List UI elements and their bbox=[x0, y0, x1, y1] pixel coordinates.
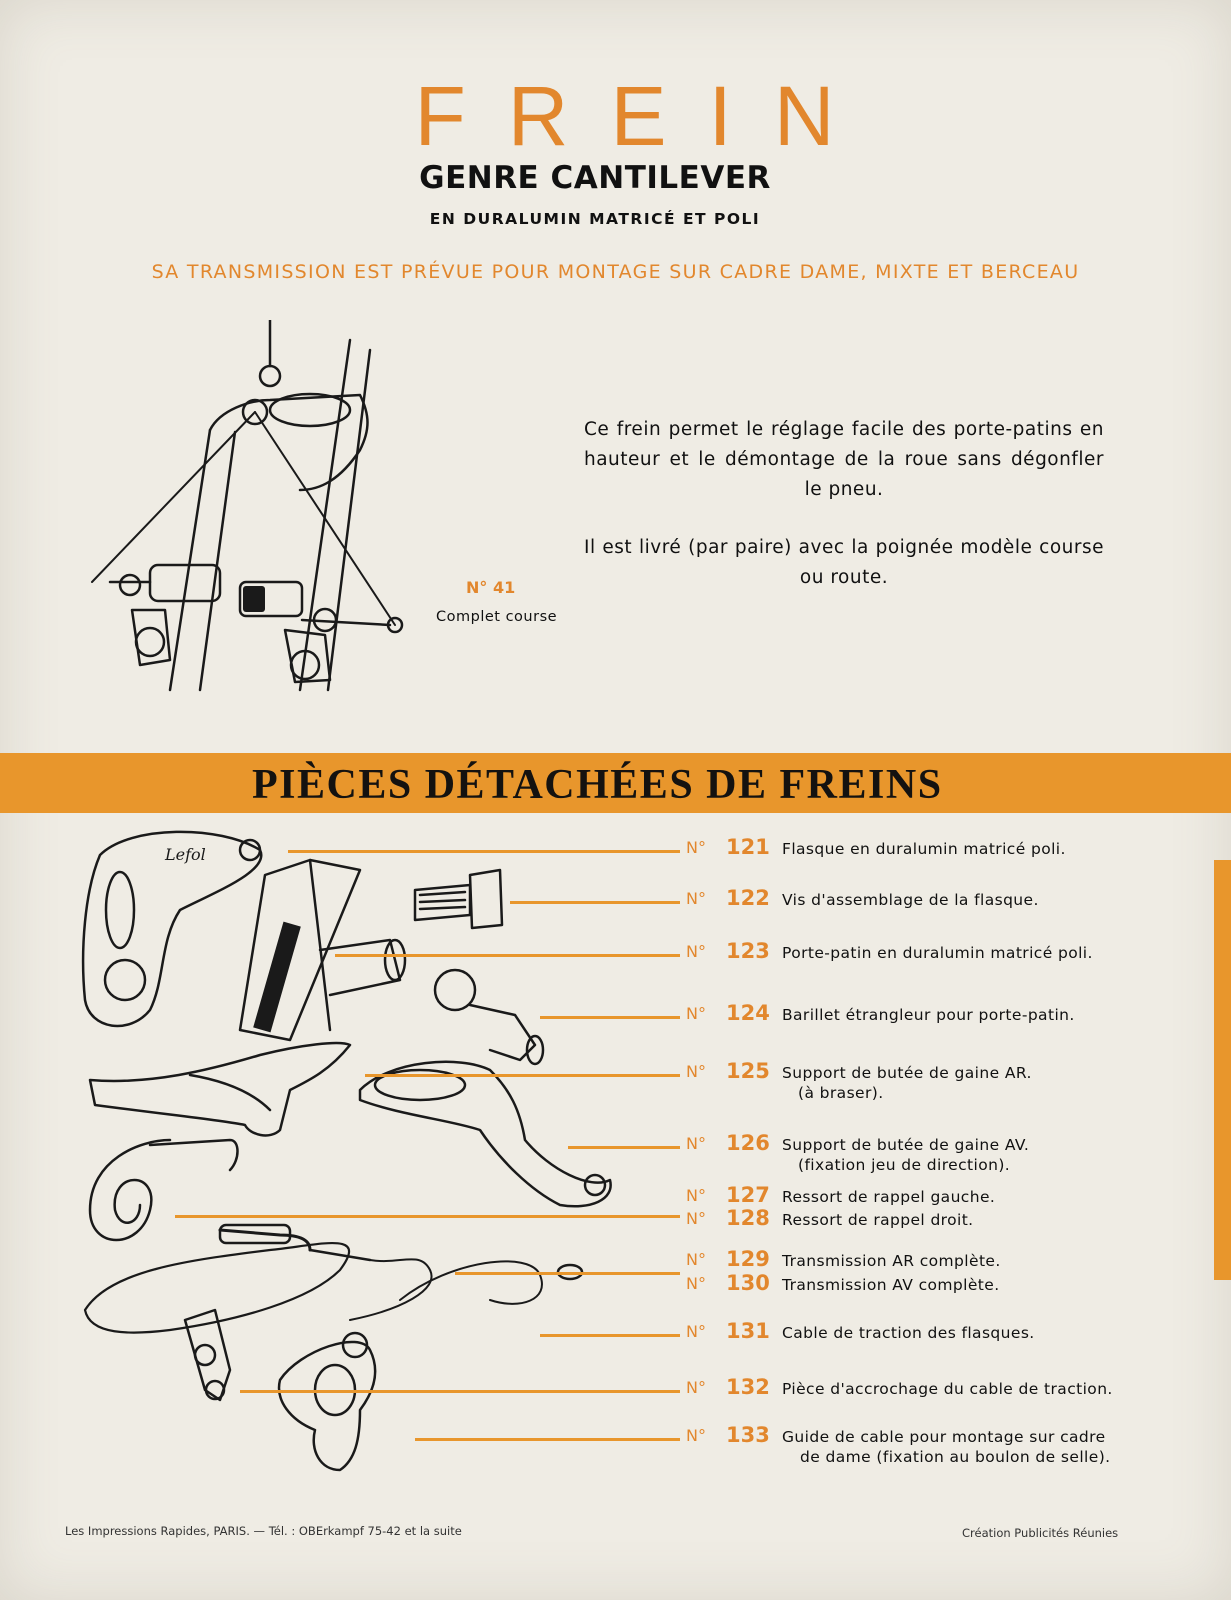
part-number: 124 bbox=[726, 1001, 770, 1025]
leader-line bbox=[540, 1334, 680, 1337]
svg-text:Lefol: Lefol bbox=[165, 845, 206, 864]
part-row-133 bbox=[0, 1423, 1231, 1466]
leader-line bbox=[175, 1215, 680, 1218]
part-description-cont: (à braser). bbox=[798, 1084, 884, 1102]
material-line: EN DURALUMIN MATRICÉ ET POLI bbox=[429, 210, 761, 228]
part-number: 122 bbox=[726, 886, 770, 910]
part-prefix: N° bbox=[686, 1062, 706, 1081]
leader-line bbox=[415, 1438, 680, 1441]
part-number: 128 bbox=[726, 1206, 770, 1230]
part-number: 132 bbox=[726, 1375, 770, 1399]
part-prefix: N° bbox=[686, 942, 706, 961]
part-description: Cable de traction des flasques. bbox=[782, 1324, 1035, 1342]
part-number: 133 bbox=[726, 1423, 770, 1447]
part-prefix: N° bbox=[686, 1186, 706, 1205]
part-row-124 bbox=[0, 1001, 1231, 1032]
part-description: Ressort de rappel droit. bbox=[782, 1211, 974, 1229]
part-prefix: N° bbox=[686, 1004, 706, 1023]
part-number: 123 bbox=[726, 939, 770, 963]
product-description-2: Il est livré (par paire) avec la poignée modèle course ou route. bbox=[584, 537, 1104, 588]
part-row-122 bbox=[0, 886, 1231, 917]
part-number: 121 bbox=[726, 835, 770, 859]
leader-line bbox=[568, 1146, 680, 1149]
part-number: 131 bbox=[726, 1319, 770, 1343]
part-row-130 bbox=[0, 1271, 1231, 1302]
part-description: Vis d'assemblage de la flasque. bbox=[782, 891, 1039, 909]
part-number: 129 bbox=[726, 1247, 770, 1271]
footer-printer: Les Impressions Rapides, PARIS. — Tél. : OBErkampf 75-42 et la suite bbox=[65, 1524, 462, 1538]
part-row-121 bbox=[0, 835, 1231, 866]
part-row-131 bbox=[0, 1319, 1231, 1350]
leader-line bbox=[365, 1074, 680, 1077]
page-title: FREIN bbox=[414, 69, 877, 163]
leader-line bbox=[335, 954, 680, 957]
part-description: Flasque en duralumin matricé poli. bbox=[782, 840, 1066, 858]
part-prefix: N° bbox=[686, 838, 706, 857]
part-prefix: N° bbox=[686, 889, 706, 908]
part-prefix: N° bbox=[686, 1250, 706, 1269]
parts-illustration bbox=[70, 830, 670, 1510]
part-row-128 bbox=[0, 1206, 1231, 1237]
product-description-1: Ce frein permet le réglage facile des porte-patins en hauteur et le démontage de la roue sans dégonfler le pneu. bbox=[584, 419, 1104, 500]
leader-line bbox=[288, 850, 680, 853]
section-title: PIÈCES DÉTACHÉES DE FREINS bbox=[252, 762, 943, 808]
part-number: 125 bbox=[726, 1059, 770, 1083]
leader-line bbox=[455, 1272, 680, 1275]
leader-line bbox=[540, 1016, 680, 1019]
part-prefix: N° bbox=[686, 1322, 706, 1341]
part-prefix: N° bbox=[686, 1426, 706, 1445]
leader-line bbox=[510, 901, 680, 904]
part-row-123 bbox=[0, 939, 1231, 970]
part-description: Barillet étrangleur pour porte-patin. bbox=[782, 1006, 1075, 1024]
footer-credit: Création Publicités Réunies bbox=[962, 1526, 1119, 1540]
part-description: Pièce d'accrochage du cable de traction. bbox=[782, 1380, 1113, 1398]
product-number: N° 41 bbox=[466, 578, 516, 597]
part-description: Transmission AR complète. bbox=[782, 1252, 1001, 1270]
part-description: Transmission AV complète. bbox=[782, 1276, 1000, 1294]
page-subtitle: GENRE CANTILEVER bbox=[419, 160, 771, 196]
cantilever-brake-illustration bbox=[70, 320, 430, 700]
part-row-132 bbox=[0, 1375, 1231, 1406]
part-number: 130 bbox=[726, 1271, 770, 1295]
product-label: Complet course bbox=[436, 609, 558, 625]
part-prefix: N° bbox=[686, 1134, 706, 1153]
transmission-line: SA TRANSMISSION EST PRÉVUE POUR MONTAGE SUR CADRE DAME, MIXTE ET BERCEAU bbox=[151, 261, 1080, 283]
part-number: 127 bbox=[726, 1183, 770, 1207]
part-description: Support de butée de gaine AV. bbox=[782, 1136, 1030, 1154]
part-description: Ressort de rappel gauche. bbox=[782, 1188, 996, 1206]
part-description: Porte-patin en duralumin matricé poli. bbox=[782, 944, 1093, 962]
part-prefix: N° bbox=[686, 1209, 706, 1228]
part-row-126 bbox=[0, 1131, 1231, 1174]
part-description: Support de butée de gaine AR. bbox=[782, 1064, 1032, 1082]
part-number: 126 bbox=[726, 1131, 770, 1155]
part-prefix: N° bbox=[686, 1378, 706, 1397]
leader-line bbox=[240, 1390, 680, 1393]
part-row-125 bbox=[0, 1059, 1231, 1102]
part-description: Guide de cable pour montage sur cadre bbox=[782, 1428, 1106, 1446]
part-description-cont: (fixation jeu de direction). bbox=[798, 1156, 1011, 1174]
part-description-cont: de dame (fixation au boulon de selle). bbox=[800, 1448, 1111, 1466]
part-prefix: N° bbox=[686, 1274, 706, 1293]
